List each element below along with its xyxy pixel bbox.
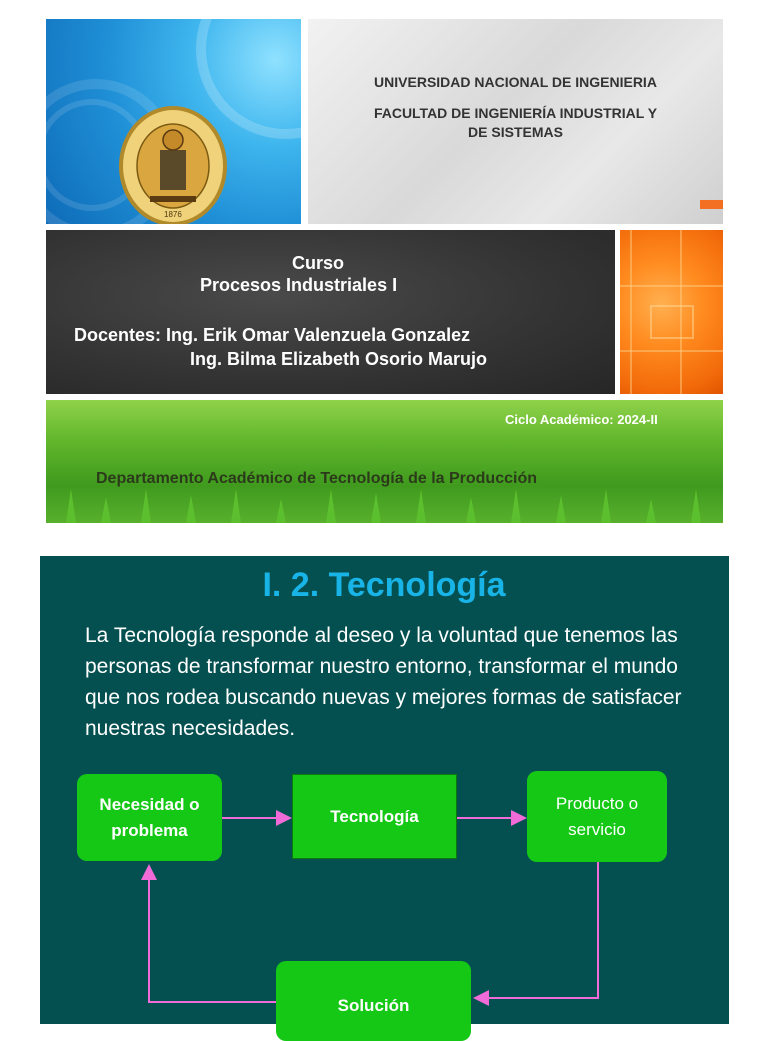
product-box-line2: servicio bbox=[568, 819, 626, 839]
technology-box-label: Tecnología bbox=[330, 806, 419, 826]
academic-cycle: Ciclo Académico: 2024-II bbox=[505, 412, 658, 427]
department-name: Departamento Académico de Tecnología de la Producción bbox=[96, 470, 537, 487]
solution-box bbox=[276, 961, 471, 1041]
arrow-product-to-solution bbox=[475, 862, 598, 998]
seal-year: 1876 bbox=[164, 210, 182, 219]
docentes-line1: Docentes: Ing. Erik Omar Valenzuela Gonzalez bbox=[74, 325, 471, 345]
technology-box bbox=[292, 774, 457, 859]
course-name: Procesos Industriales I bbox=[200, 275, 398, 295]
slide-body-text: La Tecnología responde al deseo y la voluntad que tenemos las personas de transformar nuestro entorno, transformar el mundo que nos rodea buscando nuevas y mejores formas de satisfacer nuestras necesidades. bbox=[85, 624, 682, 740]
product-or-service-box bbox=[527, 771, 667, 862]
docentes-line2: Ing. Bilma Elizabeth Osorio Marujo bbox=[190, 349, 488, 369]
slide-title: I. 2. Tecnología bbox=[262, 566, 506, 604]
course-label: Curso bbox=[292, 253, 345, 273]
need-or-problem-box bbox=[77, 774, 222, 861]
solution-box-label: Solución bbox=[337, 996, 410, 1015]
need-box-line2: problema bbox=[111, 820, 188, 840]
faculty-name-line2: DE SISTEMAS bbox=[468, 124, 563, 140]
faculty-name-line1: FACULTAD DE INGENIERÍA INDUSTRIAL Y bbox=[373, 105, 658, 121]
university-name: UNIVERSIDAD NACIONAL DE INGENIERIA bbox=[374, 74, 657, 90]
product-box-line1: Producto o bbox=[555, 793, 639, 813]
need-box-line1: Necesidad o bbox=[99, 794, 200, 814]
arrow-solution-to-need bbox=[149, 866, 276, 1002]
